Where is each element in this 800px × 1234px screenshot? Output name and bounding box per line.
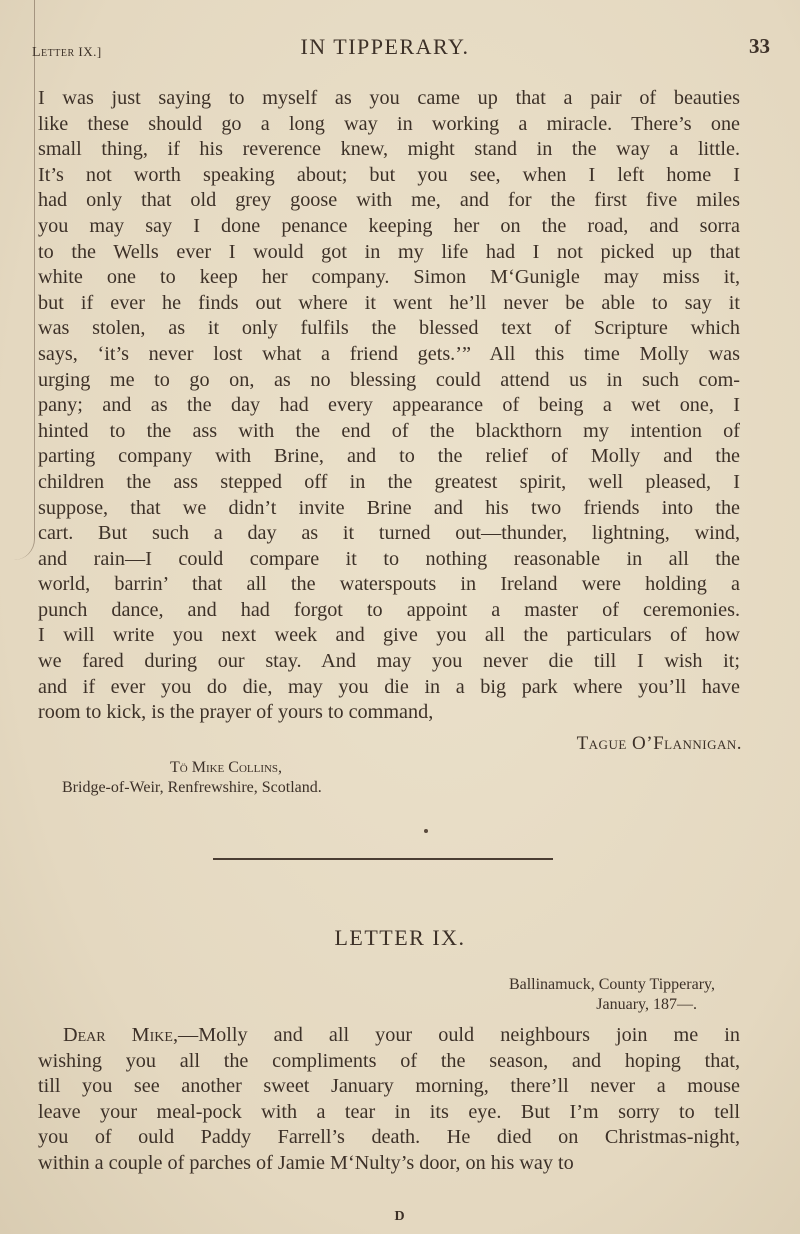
letter-heading: LETTER IX. [334,925,466,950]
dateline-date: January, 187—. [596,996,697,1013]
salutation: Dear Mike, [63,1024,178,1046]
text-line: parting company with Brine, and to the relief of Molly and the [38,445,740,468]
text-line: punch dance, and had forgot to appoint a master of ceremonies. [38,598,740,621]
text-line: suppose, that we didn’t invite Brine and his two friends into the [38,496,740,519]
text-line: I will write you next week and give you all the particulars of how [38,624,740,647]
text-line: like these should go a long way in working a miracle. There’s one [38,112,740,135]
text-line: within a couple of parches of Jamie M‘Nulty’s door, on his way to [38,1151,574,1174]
addressee-address: Bridge-of-Weir, Renfrewshire, Scotland. [62,779,322,796]
signature: Tague O’Flannigan. [576,733,742,754]
text-line: says, ‘it’s never lost what a friend gets.’” All this time Molly was [38,342,740,365]
text-line: leave your meal-pock with a tear in its eye. But I’m sorry to tell [38,1100,740,1123]
text-line: till you see another sweet January morning, there’ll never a mouse [38,1075,740,1098]
text-line: world, barrin’ that all the waterspouts in Ireland were holding a [38,573,740,596]
text-line: small thing, if his reverence knew, might stand in the way a little. [38,138,740,161]
running-head-title: IN TIPPERARY. [300,34,470,59]
addressee-name: Tö Mike Collins, [170,759,283,776]
section-divider [213,858,553,860]
text-line: had only that old grey goose with me, and for the first five miles [38,189,740,212]
text-line: white one to keep her company. Simon M‘Gunigle may miss it, [38,266,740,289]
text-line: children the ass stepped off in the greatest spirit, well pleased, I [38,470,740,493]
text-line: urging me to go on, as no blessing could attend us in such com- [38,368,740,391]
letter-body [38,1023,740,1177]
page-edge-mark [14,0,35,560]
text-line: to the Wells ever I would got in my life had I not picked up that [38,240,740,263]
text-line: and rain—I could compare it to nothing reasonable in all the [38,547,740,570]
text-line: we fared during our stay. And may you never die till I wish it; [38,650,740,673]
dateline [509,975,715,1015]
text-line: but if ever he finds out where it went he’ll never be able to say it [38,291,740,314]
page-number: 33 [749,34,770,58]
running-head [30,34,770,60]
text-line: and if ever you do die, may you die in a big park where you’ll have [38,675,740,698]
running-head-letter-word: Letter [32,45,75,60]
text-line: pany; and as the day had every appearance of being a wet one, I [38,394,740,417]
running-head-letter-number: IX.] [78,44,102,59]
text-line: room to kick, is the prayer of yours to command, [38,701,434,724]
text-line: cart. But such a day as it turned out—thunder, lightning, wind, [38,522,740,545]
text-line: wishing you all the compliments of the season, and hoping that, [38,1049,740,1072]
text-line: you of ould Paddy Farrell’s death. He died on Christmas-night, [38,1126,740,1149]
text-line: Dear Mike,—Molly and all your ould neighbours join me in [63,1024,740,1046]
text-line: hinted to the ass with the end of the blackthorn my intention of [38,419,740,442]
dateline-place: Ballinamuck, County Tipperary, [508,976,715,993]
text-line: I was just saying to myself as you came up that a pair of beauties [38,87,740,109]
text-line: you may say I done penance keeping her on the road, and sorra [38,214,740,237]
text-line: It’s not worth speaking about; but you see, when I left home I [38,163,740,186]
text-line: was stolen, as it only fulfils the blessed text of Scripture which [38,317,740,340]
signature-mark: D [394,1209,406,1224]
addressee [62,758,322,798]
ornament-dot [424,829,428,833]
letter-body-continued [38,86,740,726]
